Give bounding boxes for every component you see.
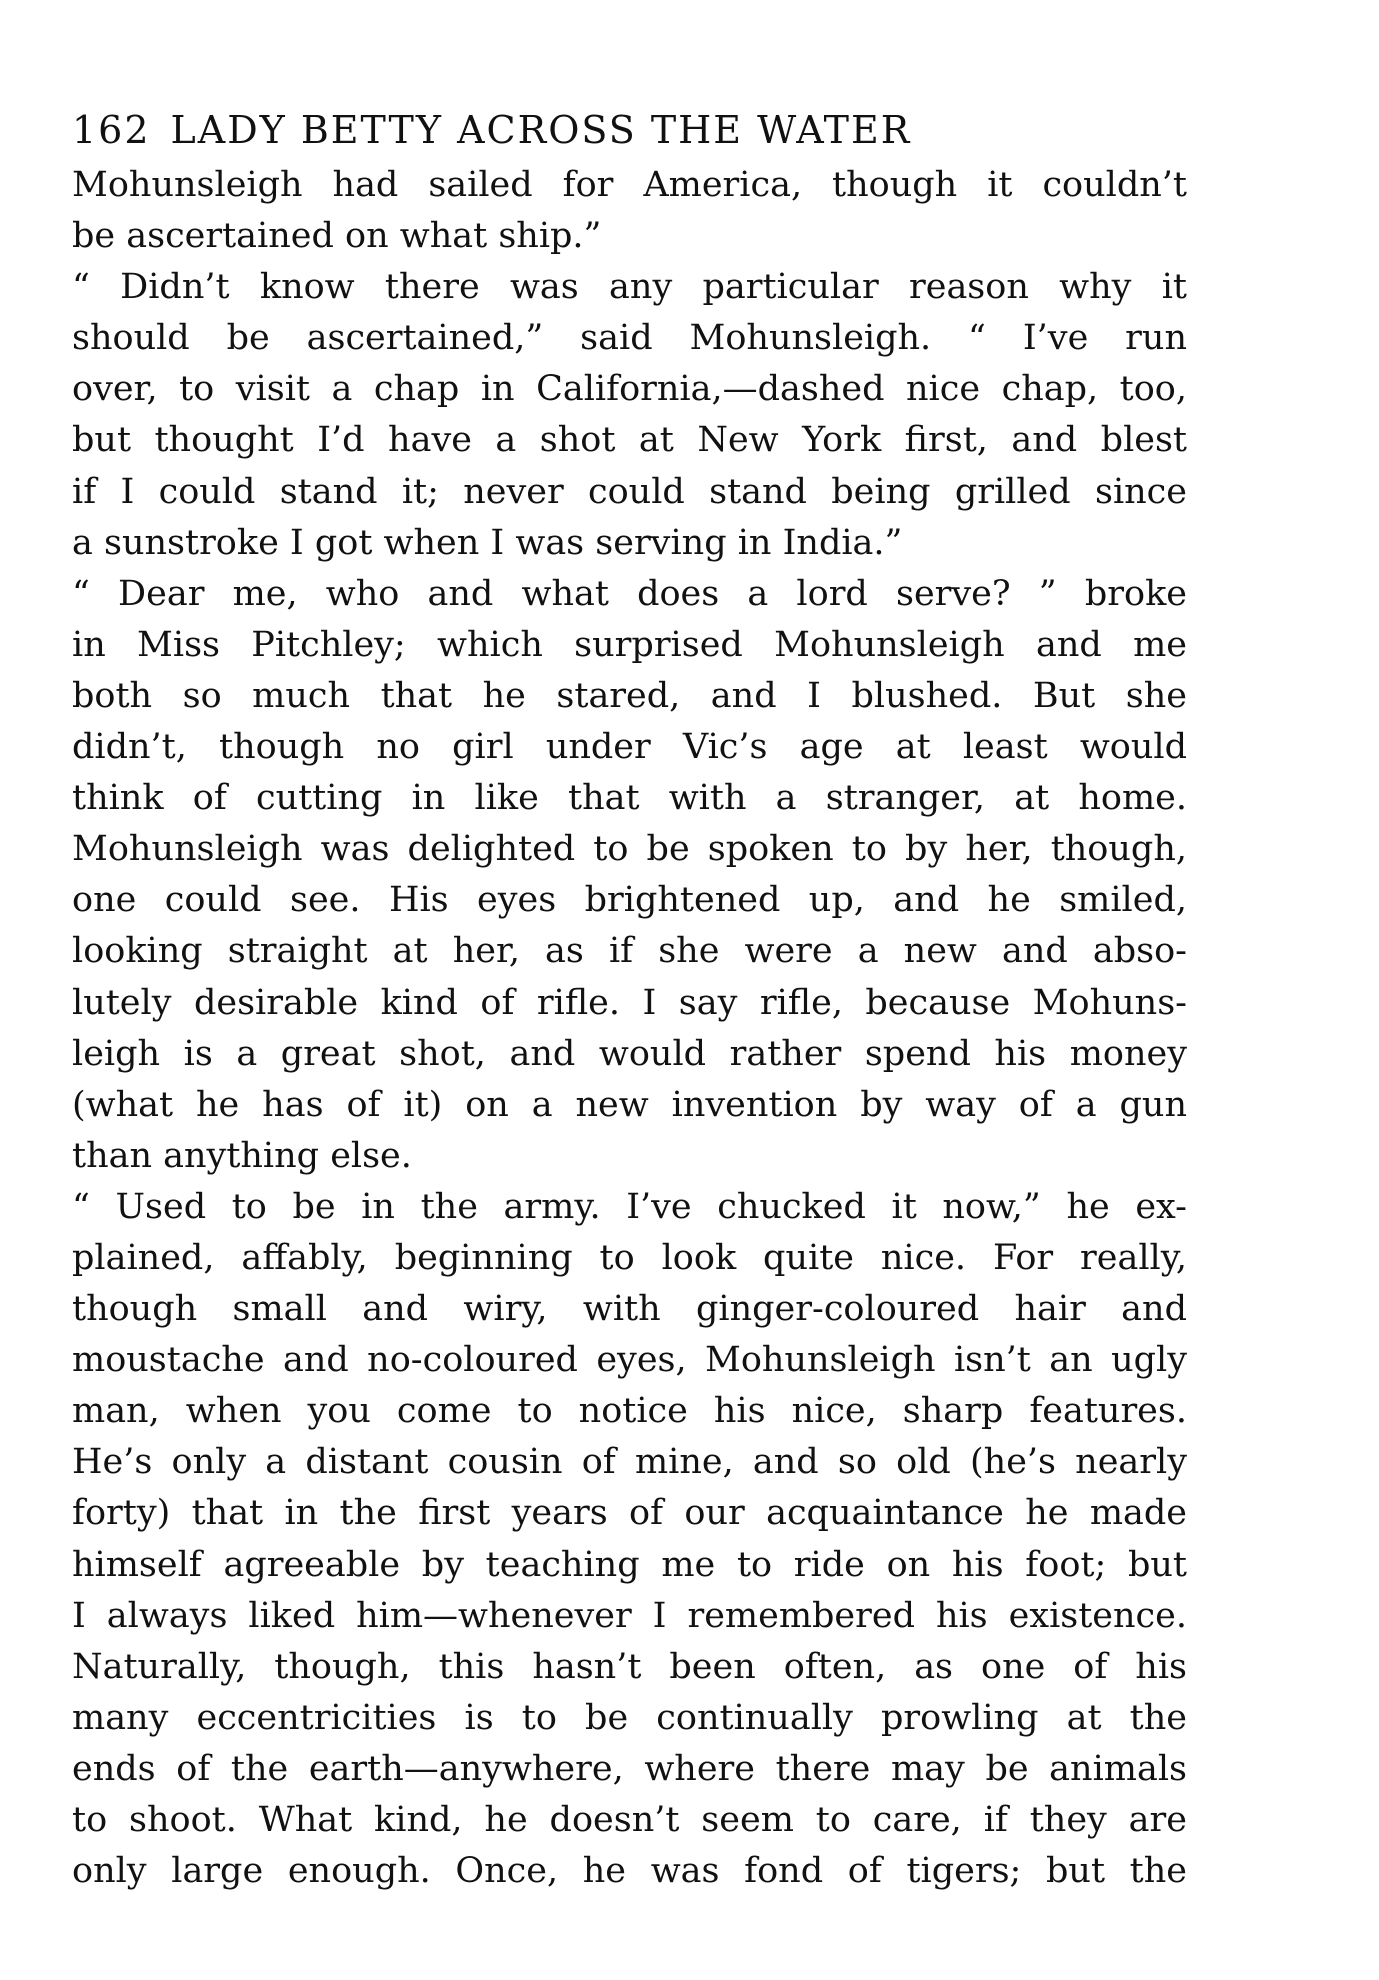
- text-line: Naturally, though, this hasn’t been often, as one of his: [72, 1646, 1187, 1687]
- running-title: LADY BETTY ACROSS THE WATER: [170, 108, 912, 152]
- text-line: “ Used to be in the army. I’ve chucked it now,” he ex-: [72, 1186, 1187, 1227]
- text-line: ends of the earth—anywhere, where there may be animals: [72, 1748, 1187, 1789]
- text-line: “ Didn’t know there was any particular reason why it: [72, 267, 1187, 308]
- text-line: himself agreeable by teaching me to ride on his foot; but: [72, 1544, 1187, 1585]
- text-line: lutely desirable kind of rifle. I say rifle, because Mohuns-: [72, 982, 1187, 1023]
- book-page: [72, 100, 1187, 1897]
- text-line: forty) that in the first years of our acquaintance he made: [72, 1493, 1187, 1534]
- text-line: moustache and no-coloured eyes, Mohunsleigh isn’t an ugly: [72, 1340, 1187, 1381]
- text-line: (what he has of it) on a new invention by way of a gun: [72, 1084, 1187, 1125]
- text-line: to shoot. What kind, he doesn’t seem to care, if they are: [72, 1800, 1187, 1840]
- text-line: one could see. His eyes brightened up, and he smiled,: [72, 880, 1187, 921]
- text-line: think of cutting in like that with a stranger, at home.: [72, 778, 1187, 819]
- text-line: Mohunsleigh had sailed for America, though it couldn’t: [72, 165, 1187, 205]
- text-line: but thought I’d have a shot at New York first, and blest: [72, 420, 1187, 461]
- running-head: [72, 100, 1187, 160]
- text-line: Mohunsleigh was delighted to be spoken to by her, though,: [72, 829, 1187, 870]
- text-line: over, to visit a chap in California,—dashed nice chap, too,: [72, 369, 1187, 410]
- text-line: a sunstroke I got when I was serving in India.”: [72, 522, 903, 563]
- text-line: than anything else.: [72, 1135, 412, 1176]
- page-number: 162: [72, 108, 151, 152]
- text-line: I always liked him—whenever I remembered his existence.: [72, 1595, 1187, 1636]
- text-line: leigh is a great shot, and would rather spend his money: [72, 1033, 1187, 1074]
- text-line: plained, affably, beginning to look quite nice. For really,: [72, 1237, 1187, 1278]
- text-line: though small and wiry, with ginger-coloured hair and: [72, 1289, 1187, 1330]
- text-line: “ Dear me, who and what does a lord serve? ” broke: [72, 573, 1187, 614]
- text-line: didn’t, though no girl under Vic’s age at least would: [72, 727, 1187, 768]
- text-line: if I could stand it; never could stand being grilled since: [72, 471, 1187, 512]
- text-line: should be ascertained,” said Mohunsleigh. “ I’ve run: [72, 318, 1187, 359]
- body-text: [72, 160, 1187, 1897]
- text-line: in Miss Pitchley; which surprised Mohunsleigh and me: [72, 624, 1187, 665]
- text-line: many eccentricities is to be continually prowling at the: [72, 1697, 1187, 1738]
- text-line: looking straight at her, as if she were a new and abso-: [72, 931, 1187, 972]
- text-line: only large enough. Once, he was fond of tigers; but the: [72, 1851, 1187, 1892]
- text-line: be ascertained on what ship.”: [72, 216, 602, 257]
- text-line: man, when you come to notice his nice, sharp features.: [72, 1391, 1187, 1432]
- text-line: both so much that he stared, and I blushed. But she: [72, 675, 1187, 716]
- text-line: He’s only a distant cousin of mine, and so old (he’s nearly: [72, 1442, 1187, 1483]
